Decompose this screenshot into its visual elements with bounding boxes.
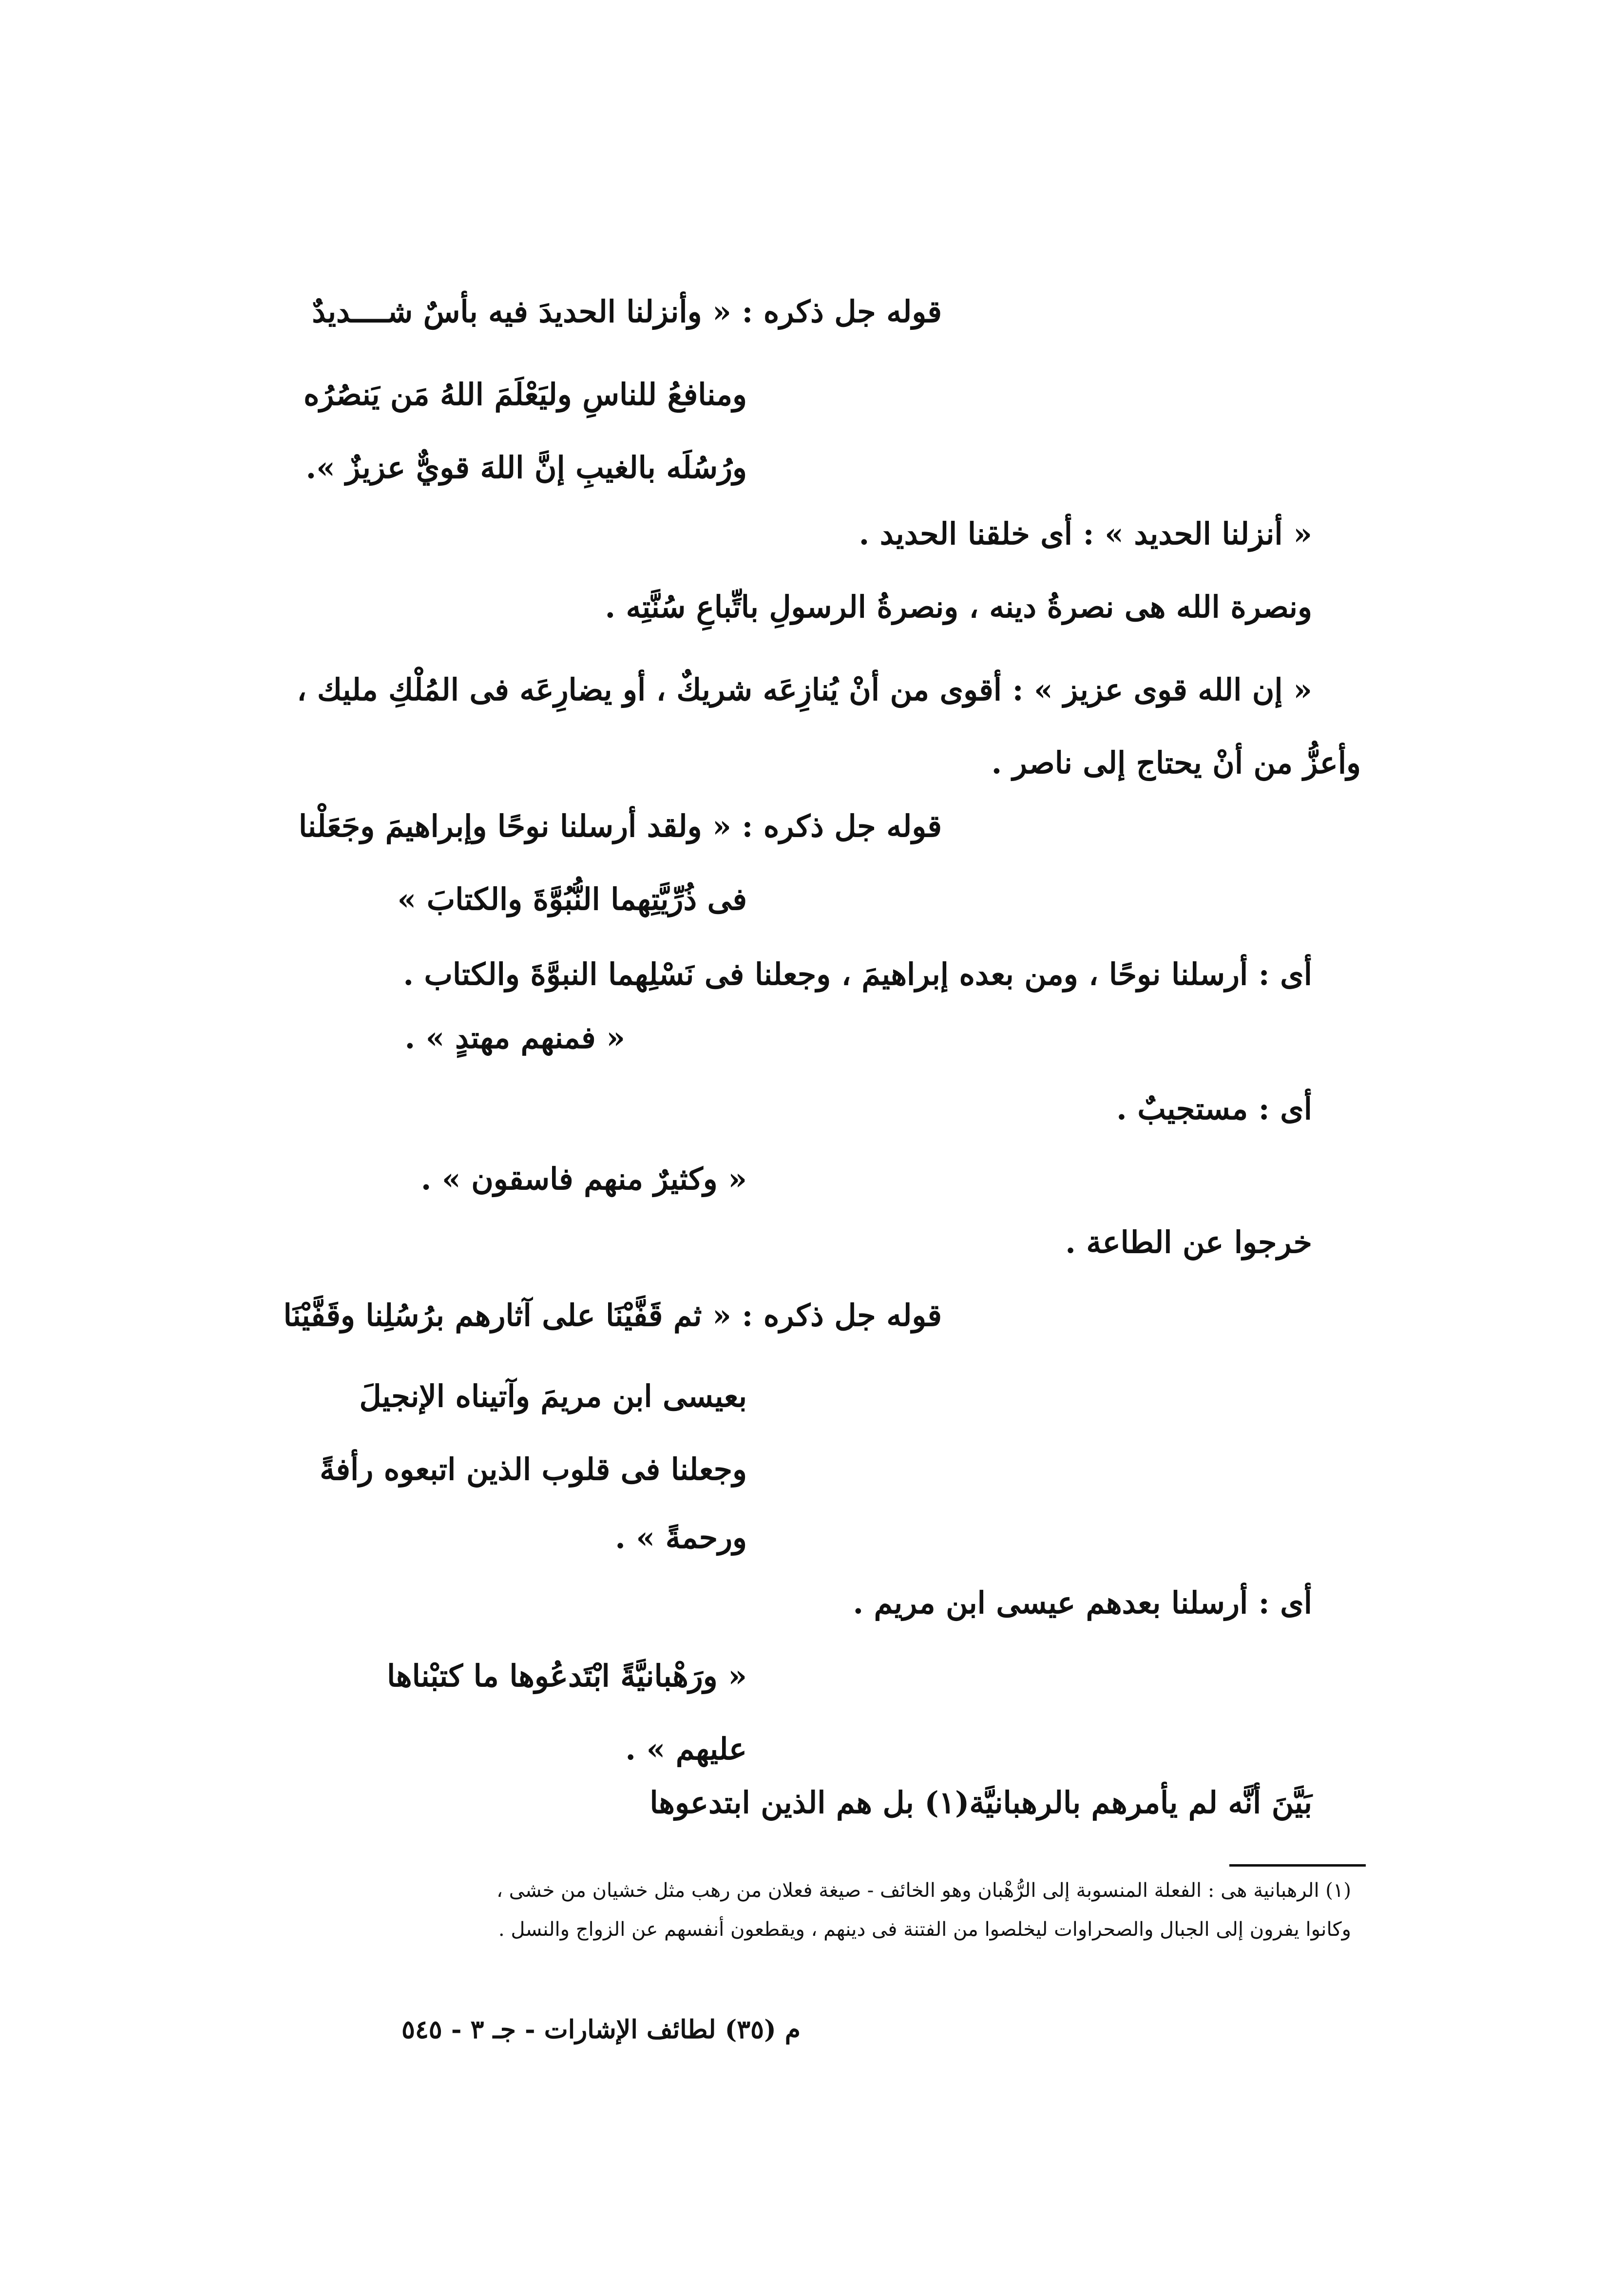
text-line-21: عليهم » .: [625, 1731, 747, 1767]
text-line-13: « وكثيرٌ منهم فاسقون » .: [420, 1161, 747, 1197]
text-line-16: بعيسى ابن مريمَ وآتيناه الإنجيلَ: [359, 1378, 747, 1414]
text-line-5: ونصرة الله هى نصرةُ دينه ، ونصرةُ الرسولِ باتِّباعِ سُنَّتِه .: [605, 589, 1312, 625]
text-line-10: أى : أرسلنا نوحًا ، ومن بعده إبراهيمَ ، وجعلنا فى نَسْلِهما النبوَّةَ والكتاب .: [403, 956, 1312, 992]
text-line-17: وجعلنا فى قلوب الذين اتبعوه رأفةً: [320, 1451, 747, 1487]
footnote-divider: [1229, 1864, 1366, 1867]
text-line-12: أى : مستجيبٌ .: [1116, 1091, 1312, 1126]
text-line-8: قوله جل ذكره : « ولقد أرسلنا نوحًا وإبراهيمَ وجَعَلْنا: [298, 808, 942, 844]
text-line-9: فى ذُرِّيَّتِهما النُّبُوَّةَ والكتابَ »: [397, 881, 747, 917]
text-line-3: ورُسُلَه بالغيبِ إنَّ اللهَ قويٌّ عزيزٌ ».: [306, 450, 747, 485]
footnote-line-1: (١) الرهبانية هى : الفعلة المنسوبة إلى الرُّهْبان وهو الخائف - صيغة فعلان من رهب مثل خشيان من خشى ،: [496, 1879, 1351, 1902]
text-line-20: « ورَهْبانيَّةً ابْتَدعُوها ما كتبْناها: [386, 1658, 747, 1694]
page-footer: م (٣٥) لطائف الإشارات - جـ ٣ - ٥٤٥: [401, 2015, 801, 2044]
text-line-15: قوله جل ذكره : « ثم قَفَّيْنَا على آثارهم برُسُلِنا وقَفَّيْنَا: [283, 1298, 942, 1333]
text-line-1: قوله جل ذكره : « وأنزلنا الحديدَ فيه بأسٌ شــــديدٌ: [312, 294, 942, 329]
text-line-4: « أنزلنا الحديد » : أى خلقنا الحديد .: [859, 516, 1312, 552]
text-line-6: « إن الله قوى عزيز » : أقوى من أنْ يُنازِعَه شريكٌ ، أو يضارِعَه فى المُلْكِ مليك ،: [297, 672, 1312, 707]
footnote-line-2: وكانوا يفرون إلى الجبال والصحراوات ليخلصوا من الفتنة فى دينهم ، ويقطعون أنفسهم عن الزواج والنسل .: [498, 1918, 1351, 1941]
text-line-19: أى : أرسلنا بعدهم عيسى ابن مريم .: [853, 1585, 1312, 1621]
text-line-2: ومنافعُ للناسِ وليَعْلَمَ اللهُ مَن يَنصُرُه: [304, 377, 747, 412]
text-line-11: « فمنهم مهتدٍ » .: [404, 1020, 625, 1055]
text-line-18: ورحمةً » .: [615, 1520, 747, 1555]
text-line-7: وأعزُّ من أنْ يحتاج إلى ناصر .: [991, 745, 1361, 781]
text-line-14: خرجوا عن الطاعة .: [1065, 1224, 1312, 1260]
text-line-22: بَيَّنَ أنَّه لم يأمرهم بالرهبانيَّة(١) بل هم الذين ابتدعوها: [650, 1785, 1312, 1820]
